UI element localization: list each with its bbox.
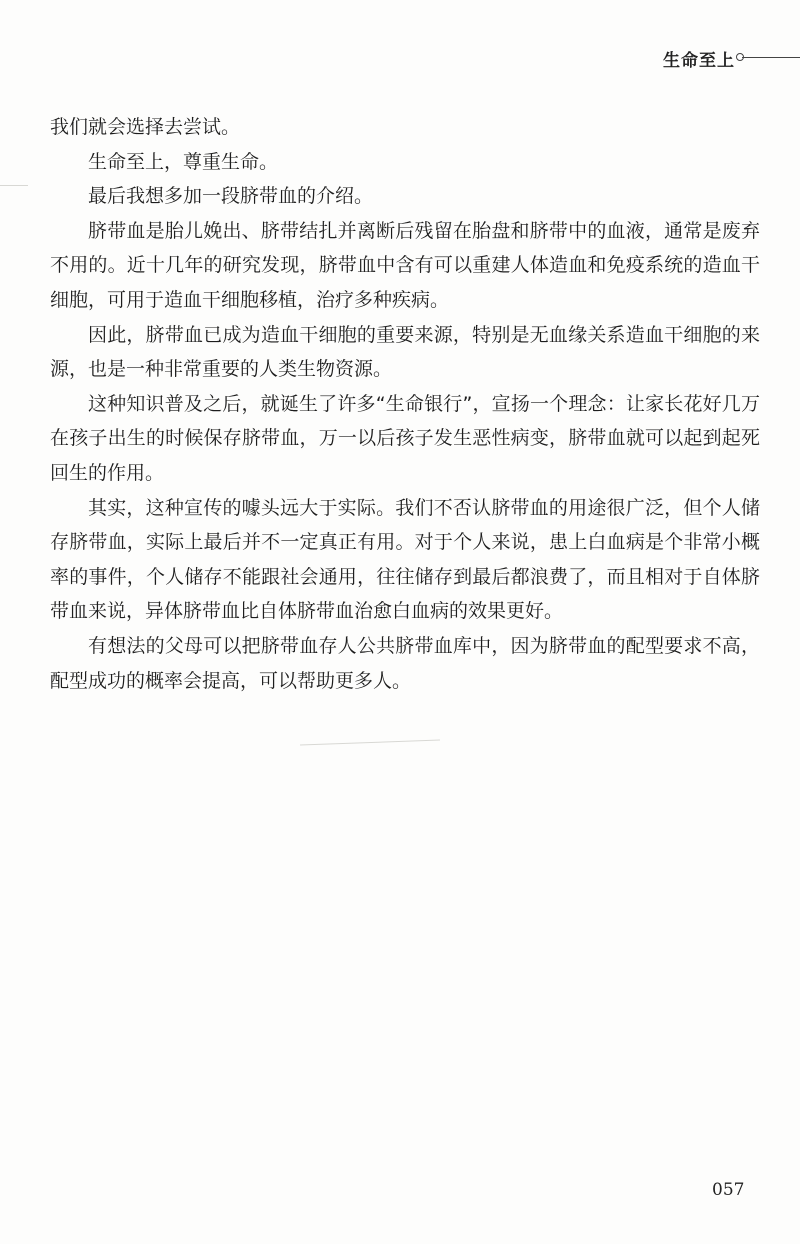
- body-text: [50, 110, 760, 698]
- paragraph: 生命至上，尊重生命。: [88, 150, 279, 173]
- paragraph: 脐带血是胎儿娩出、脐带结扎并离断后残留在胎盘和脐带中的血液，通常是废弃不用的。近十几年的研究发现，脐带血中含有可以重建人体造血和免疫系统的造血干细胞，可用于造血干细胞移植，治疗多种疾病。: [50, 219, 760, 311]
- running-header: [640, 44, 800, 72]
- paragraph: 有想法的父母可以把脐带血存人公共脐带血库中，因为脐带血的配型要求不高，配型成功的概率会提高，可以帮助更多人。: [50, 634, 760, 692]
- paragraph: 因此，脐带血已成为造血干细胞的重要来源，特别是无血缘关系造血干细胞的来源，也是一种非常重要的人类生物资源。: [50, 323, 760, 381]
- paragraph: 这种知识普及之后，就诞生了许多“生命银行”，宣扬一个理念：让家长花好几万在孩子出生的时候保存脐带血，万一以后孩子发生恶性病变，脐带血就可以起到起死回生的作用。: [50, 392, 760, 484]
- paragraph: 最后我想多加一段脐带血的介绍。: [88, 185, 374, 208]
- scan-artifact: [300, 740, 440, 746]
- header-rule: [742, 57, 800, 58]
- scan-artifact: [0, 185, 28, 186]
- chapter-title: 生命至上: [663, 51, 735, 71]
- paragraph-continuation: 我们就会选择去尝试。: [50, 116, 241, 138]
- paragraph: 其实，这种宣传的噱头远大于实际。我们不否认脐带血的用途很广泛，但个人储存脐带血，实际上最后并不一定真正有用。对于个人来说，患上白血病是个非常小概率的事件，个人储存不能跟社会通用，往往储存到最后都浪费了，而且相对于自体脐带血来说，异体脐带血比自体脐带血治愈白血病的效果更好。: [50, 496, 760, 623]
- page-number: 057: [712, 1180, 745, 1200]
